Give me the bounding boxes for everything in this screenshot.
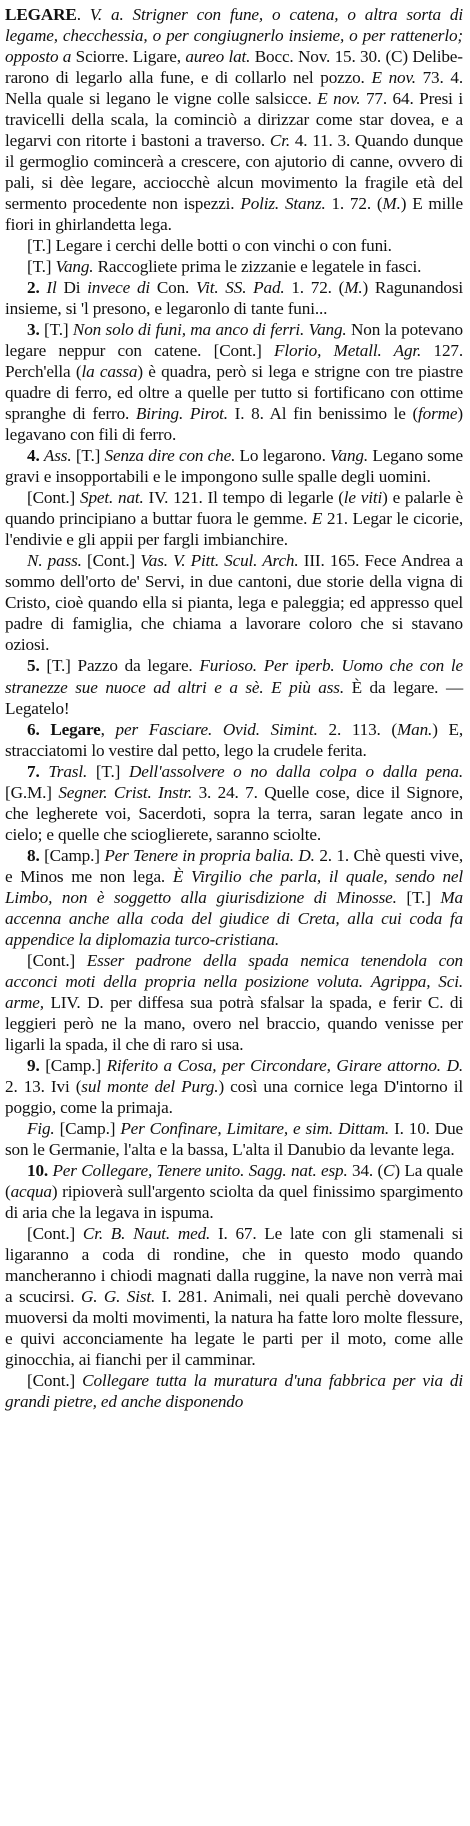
text-run: ) ripioverà sull'argento sciolta da quel finissimo spargimento di aria che la legava in ispuma. bbox=[5, 1181, 463, 1222]
text-run: Raccogliete prima le zizzanie e legatele in fasci. bbox=[93, 257, 422, 277]
text-run: 9. bbox=[27, 1055, 40, 1075]
text-run: [G.M.] bbox=[5, 782, 59, 802]
text-run: 2. 13. Ivi ( bbox=[5, 1076, 82, 1096]
text-run: Fasciare. bbox=[148, 719, 213, 739]
text-run: Legano some gravi e insopportabili e le impongono sulle spalle degli uomini. bbox=[5, 446, 463, 487]
text-run: 3. bbox=[27, 320, 40, 340]
text-run: V. a. Strigner con fune, o catena, o altra sorta di legame, checchessia, o per congiugnerlo insieme, o per rattenerlo; opposto a bbox=[5, 5, 463, 67]
text-run: ) Ragunandosi insieme, si 'l presono, e legaronlo di tante funi... bbox=[5, 278, 464, 319]
entry-paragraph bbox=[5, 4, 463, 235]
text-run: forme bbox=[418, 404, 458, 424]
text-run: Trasl. bbox=[48, 761, 88, 781]
entry-paragraph bbox=[5, 487, 463, 550]
text-run: 77. 64. Presi i travicelli della scala, la cominciò a dirizzar come star dovea, e a legarvi con ritorte i bastoni a traverso. bbox=[5, 89, 463, 151]
text-run: È Virgilio che parla, il quale, sendo nel Limbo, non è soggetto alla giurisdizione di Minosse. bbox=[5, 866, 463, 907]
text-run: [Camp.] bbox=[39, 845, 105, 865]
text-run: 4. 11. 3. Quando dunque il germoglio comincerà a crescere, con ajutorio di canne, ovvero di pali, si dèe legare, acciocchè alcun movimento la fragile età del sermento procedente non ispezzi. bbox=[5, 131, 463, 214]
text-run: 21. Legar le cicorie, l'endivie e gli appii per fargli imbianchire. bbox=[5, 509, 463, 550]
entry-paragraph bbox=[5, 655, 463, 718]
text-run: Vang. bbox=[55, 257, 94, 277]
text-run: Vang. bbox=[330, 446, 369, 466]
text-run: Non la potevano legare neppur con catene. [Cont.] bbox=[5, 320, 463, 361]
text-run bbox=[363, 972, 371, 991]
text-run: Agrippa, Sci. arme, bbox=[5, 971, 464, 1012]
entry-paragraph bbox=[5, 256, 463, 277]
text-run: [Camp.] bbox=[54, 1118, 121, 1138]
text-run: Non solo di funi, ma anco di ferri. bbox=[72, 320, 305, 340]
text-run: M. bbox=[382, 194, 401, 214]
text-run: E nov. bbox=[317, 89, 361, 109]
text-run: 4. bbox=[27, 446, 40, 466]
text-run: [T.] bbox=[27, 257, 56, 277]
text-run: LEGARE bbox=[5, 5, 77, 24]
text-run: 7. bbox=[27, 761, 40, 781]
text-run: Fig. bbox=[27, 1118, 55, 1138]
text-run: [T.] bbox=[71, 446, 105, 466]
text-run: D. bbox=[298, 845, 315, 865]
text-run: I. 67. Le late con gli stamenali si ligaranno a coda di rondine, che in questo modo quando mancheranno i chiodi magnati dalla ruggine, la nave non verrà mai a scucirsi. bbox=[5, 1223, 464, 1306]
text-run: Sagg. nat. esp. bbox=[248, 1160, 348, 1180]
text-run: le viti bbox=[343, 488, 383, 508]
entry-paragraph bbox=[5, 445, 463, 487]
text-run: Per Confinare, Limitare, e sim. bbox=[120, 1118, 334, 1138]
text-run: Riferito a Cosa, per Circondare, Girare attorno. bbox=[106, 1055, 441, 1075]
text-run: E bbox=[311, 509, 323, 529]
text-run: acqua bbox=[10, 1181, 52, 1201]
entry-paragraph bbox=[5, 1370, 463, 1412]
text-run: Sciorre. Ligare, bbox=[71, 47, 186, 67]
text-run: Collegare tutta la muratura d'una fabbrica per via di grandi pietre, ed anche disponendo bbox=[5, 1371, 463, 1412]
entry-paragraph bbox=[5, 319, 463, 445]
text-run: Biring. Pirot. bbox=[135, 404, 228, 424]
text-run: ) e palarle è quando principiano a buttar fuora le gemme. bbox=[5, 488, 463, 529]
text-run: [Cont.] bbox=[27, 488, 80, 508]
text-run: [Cont.] bbox=[27, 1371, 83, 1391]
text-run: Esser padrone della spada nemica tenendola con acconci moti della propria nella posizione voluta. bbox=[5, 950, 463, 991]
entry-paragraph bbox=[5, 719, 463, 761]
text-run: Ma accenna anche alla coda del giudice di Creta, alla cui coda fa appendice la diplomazia turco-cristiana. bbox=[5, 887, 463, 949]
text-run: 2. 1. Chè questi vive, e Minos me non lega. bbox=[5, 845, 463, 886]
text-run: , bbox=[100, 719, 116, 739]
text-run: Senza dire con che. bbox=[104, 446, 236, 466]
text-run: Cr. B. Naut. med. bbox=[82, 1223, 211, 1243]
text-run: Lo legarono. bbox=[235, 446, 331, 466]
text-run: Cr. bbox=[269, 131, 290, 151]
text-run: G. G. Sist. bbox=[80, 1286, 156, 1306]
entry-paragraph bbox=[5, 1118, 463, 1160]
entry-paragraph bbox=[5, 761, 463, 845]
text-run: . bbox=[76, 5, 90, 24]
text-run: la cassa bbox=[81, 362, 138, 382]
text-run: I. 281. Animali, nei quali perchè dovevano muoversi da molti movimenti, la natura ha fatte loro molte flessure, e quivi acconciamente ha legate le parti per il moto, come alle ginocchia, ai fianchi per il camminar. bbox=[5, 1286, 463, 1369]
text-run: ) così una cornice lega D'intorno il poggio, come la primaja. bbox=[5, 1076, 463, 1117]
text-run: ) La quale ( bbox=[5, 1160, 464, 1201]
text-run: Con. bbox=[150, 278, 197, 298]
text-run: 127. Perch'ella ( bbox=[5, 341, 463, 382]
text-run: aureo lat. bbox=[185, 47, 251, 67]
text-run: Di bbox=[56, 278, 88, 298]
text-run: Furioso. Per iperb. Uomo che con le stranezze sue nuoce ad altri e a sè. E più ass. bbox=[5, 656, 463, 697]
text-run: [Camp.] bbox=[39, 1055, 107, 1075]
text-run: ) E mille fiori in ghirlandetta lega. bbox=[5, 194, 463, 235]
text-run: 1. 72. ( bbox=[284, 278, 345, 298]
text-run: ) è quadra, però si lega e strigne con tre piastre quadre di ferro, ed oltre a quelle per tutto si fortificano con ottime spranghe di ferro. bbox=[5, 362, 463, 424]
text-run: Ovid. Simint. bbox=[222, 719, 318, 739]
text-run: III. 165. Fece Andrea a sommo dell'orto de' Servi, in due cantoni, due storie della vigna di Cristo, cioè quando ella si pianta, lega e paleggia; ed appresso quel padre di famiglia, che chiama a lavorare coloro che si stavano oziosi. bbox=[5, 551, 463, 655]
text-run: 2. 113. ( bbox=[317, 719, 397, 739]
entry-paragraph bbox=[5, 550, 463, 655]
entry-paragraph bbox=[5, 235, 463, 256]
text-run: Spet. nat. bbox=[80, 488, 144, 508]
text-run: Segner. Crist. Instr. bbox=[58, 782, 193, 802]
text-run: ) E, stracciatomi lo vestire dal petto, lego la crudele ferita. bbox=[5, 719, 463, 760]
text-run: Ass. bbox=[43, 446, 72, 466]
text-run: 5. bbox=[27, 656, 40, 676]
text-run: Dittam. bbox=[338, 1118, 390, 1138]
text-run bbox=[212, 720, 223, 739]
text-run: [Cont.] bbox=[81, 551, 141, 571]
text-run: Florio, Metall. Agr. bbox=[274, 341, 422, 361]
entry-paragraph bbox=[5, 1223, 463, 1370]
text-run: 1. 72. ( bbox=[325, 194, 383, 214]
text-run: Vas. V. Pitt. Scul. Arch. bbox=[140, 551, 299, 571]
text-run: [T.] Pazzo da legare. bbox=[39, 656, 200, 676]
text-run: 2. bbox=[27, 278, 40, 298]
text-run: D. bbox=[446, 1055, 463, 1075]
entry-paragraph bbox=[5, 845, 463, 950]
entry-paragraph bbox=[5, 1055, 463, 1118]
text-run: C bbox=[383, 1160, 395, 1180]
text-run: [T.] bbox=[87, 761, 129, 781]
text-run: 3. 24. 7. Quelle cose, dice il Signore, che legherete voi, Sacerdoti, sopra la terra, saran legate anco in cielo; e quelle che scioglierete, saranno sciolte. bbox=[5, 782, 464, 844]
text-run: Per Tenere in propria balia. bbox=[104, 845, 294, 865]
text-run: invece di bbox=[87, 278, 151, 298]
text-run: Vit. SS. Pad. bbox=[196, 278, 285, 298]
text-run: [Cont.] bbox=[27, 1223, 83, 1243]
text-run: Vang. bbox=[308, 320, 347, 340]
entry-paragraph bbox=[5, 277, 463, 319]
text-run: Per Collegare, Tenere unito. bbox=[52, 1160, 245, 1180]
text-run: [T.] bbox=[39, 320, 73, 340]
text-run: 6. Legare bbox=[27, 719, 101, 739]
text-run: IV. 121. Il tempo di legarle ( bbox=[143, 488, 344, 508]
text-run: 34. ( bbox=[347, 1160, 384, 1180]
text-run: LIV. D. per diffesa sua potrà sfalsar la spada, e ferir C. di leggieri però ne la mano, overo nel braccio, quando venisse per ligarli la spada, il che di raro si usa. bbox=[5, 992, 463, 1054]
text-run: sul monte del Purg. bbox=[81, 1076, 219, 1096]
text-run: [T.] Legare i cerchi delle botti o con vinchi o con funi. bbox=[27, 236, 392, 256]
text-run: E nov. bbox=[371, 68, 416, 88]
text-run: 10. bbox=[27, 1160, 49, 1180]
text-run: Bocc. Nov. 15. 30. (C) Deliberarono di legarlo alla fune, e di collarlo nel pozzo. bbox=[5, 47, 463, 88]
text-run: 73. 4. Nella quale si legano le vigne colle salsicce. bbox=[5, 68, 464, 109]
text-run: Il bbox=[46, 278, 57, 298]
text-run: 8. bbox=[27, 845, 40, 865]
text-run: Poliz. Stanz. bbox=[240, 194, 326, 214]
entry-paragraph bbox=[5, 1160, 463, 1223]
text-run: È da legare. — Legatelo! bbox=[5, 677, 463, 718]
text-run: [T.] bbox=[396, 887, 441, 907]
text-run: Man. bbox=[396, 719, 433, 739]
text-run: I. 10. Due son le Germanie, l'alta e la bassa, L'alta il Danubio da levante lega. bbox=[5, 1118, 463, 1159]
text-run: ) legavano con fili di ferro. bbox=[5, 404, 463, 445]
text-run: per bbox=[115, 719, 139, 739]
text-run: I. 8. Al fin benissimo le ( bbox=[227, 404, 419, 424]
text-run bbox=[138, 720, 149, 739]
entry-paragraph bbox=[5, 950, 463, 1055]
text-run: M. bbox=[344, 278, 363, 298]
text-run: N. pass. bbox=[27, 551, 82, 571]
dictionary-entry-legare bbox=[5, 4, 463, 1412]
text-run: [Cont.] bbox=[27, 950, 87, 970]
text-run: Dell'assolvere o no dalla colpa o dalla pena. bbox=[128, 761, 463, 781]
